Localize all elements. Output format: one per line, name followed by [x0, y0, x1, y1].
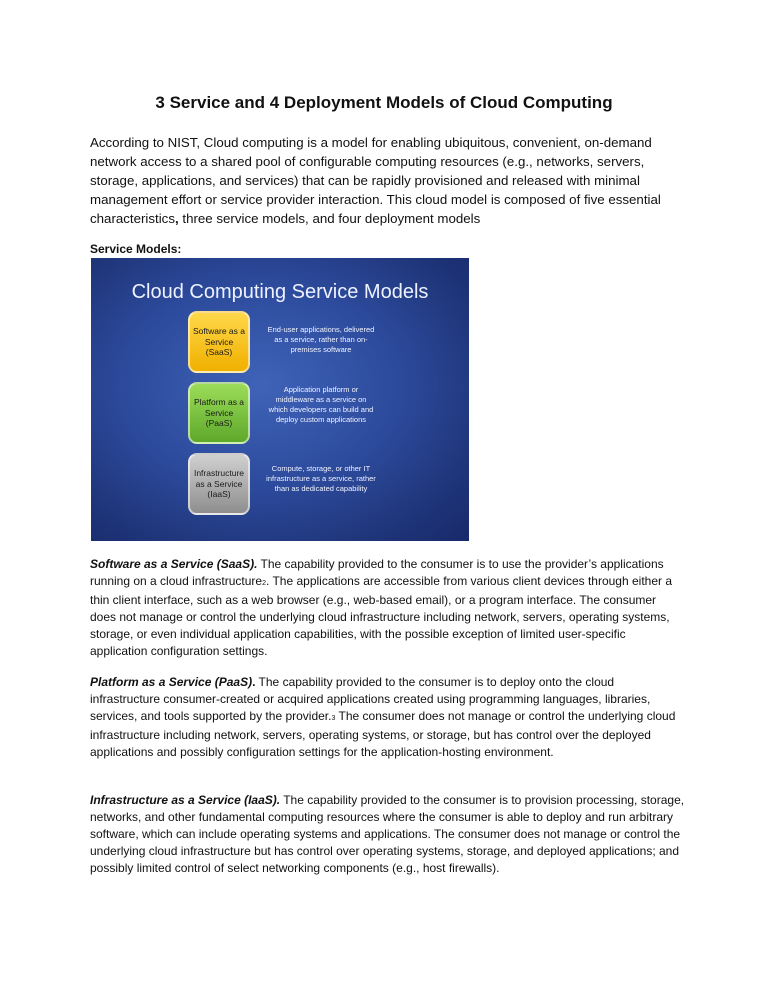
- paas-text-a: The capability provided to the consumer is to deploy onto the cloud infrastructure consumer-created or acquired applications created using programming languages, libraries, services, and tools supported by the provider.: [90, 675, 651, 723]
- saas-text-b: . The applications are accessible from various client devices through either a thin client interface, such as a web browser (e.g., web-based email), or a program interface. The consumer does not manage or control the underlying cloud infrastructure including network, servers, operating systems, storage, or even individual application capabilities, with the possible exception of limited user-specific application configuration settings.: [90, 574, 673, 658]
- iaas-text-a: The capability provided to the consumer is to provision processing, storage, networks, and other fundamental computing resources where the consumer is able to deploy and run arbitrary software, which can include operating systems and applications. The consumer does not manage or control the underlying cloud infrastructure but has control over operating systems, storage, and deployed applications; and possibly limited control of select networking components (e.g., host firewalls).: [90, 793, 685, 875]
- saas-description: End-user applications, delivered as a service, rather than on-premises software: [267, 325, 375, 354]
- iaas-description: Compute, storage, or other IT infrastructure as a service, rather than as dedicated capability: [266, 464, 376, 493]
- paas-footnote-ref: 3: [331, 715, 336, 722]
- paas-box: [188, 382, 250, 444]
- iaas-paragraph: [90, 792, 685, 877]
- saas-box: [188, 311, 250, 373]
- saas-term: Software as a Service (SaaS).: [90, 557, 258, 571]
- iaas-box: [188, 453, 250, 515]
- iaas-box-label: Infrastructure as a Service (IaaS): [193, 468, 245, 500]
- paas-text-b: The consumer does not manage or control the underlying cloud infrastructure including network, servers, operating systems, or storage, but has control over the deployed applications and possibly configuration settings for the application-hosting environment.: [90, 709, 676, 759]
- saas-text-a: The capability provided to the consumer is to use the provider’s applications running on a cloud infrastructure: [90, 557, 664, 588]
- intro-paragraph: [90, 133, 690, 228]
- intro-bold-comma: ,: [174, 211, 179, 226]
- saas-paragraph: [90, 556, 685, 660]
- paas-box-label: Platform as a Service (PaaS): [193, 397, 245, 429]
- paas-paragraph: [90, 674, 685, 761]
- figure-title: Cloud Computing Service Models: [131, 281, 429, 303]
- page-title: 3 Service and 4 Deployment Models of Cloud Computing: [155, 93, 613, 112]
- paas-term-period: .: [252, 675, 256, 689]
- paas-description: Application platform or middleware as a service on which developers can build and deploy custom applications: [268, 385, 374, 424]
- intro-text-end: three service models, and four deployment models: [178, 211, 481, 226]
- saas-box-label: Software as a Service (SaaS): [193, 326, 245, 358]
- paas-term: Platform as a Service (PaaS): [90, 675, 253, 689]
- service-models-heading: Service Models:: [90, 242, 182, 256]
- service-models-figure: [91, 258, 469, 541]
- iaas-term: Infrastructure as a Service (IaaS).: [90, 793, 281, 807]
- intro-text: According to NIST, Cloud computing is a model for enabling ubiquitous, convenient, on-demand network access to a shared pool of configurable computing resources (e.g., networks, servers, storage, applications, and services) that can be rapidly provisioned and released with minimal management effort or service provider interaction. This cloud model is composed of five essential characteristics: [90, 135, 661, 226]
- saas-footnote-ref: 2: [262, 580, 267, 587]
